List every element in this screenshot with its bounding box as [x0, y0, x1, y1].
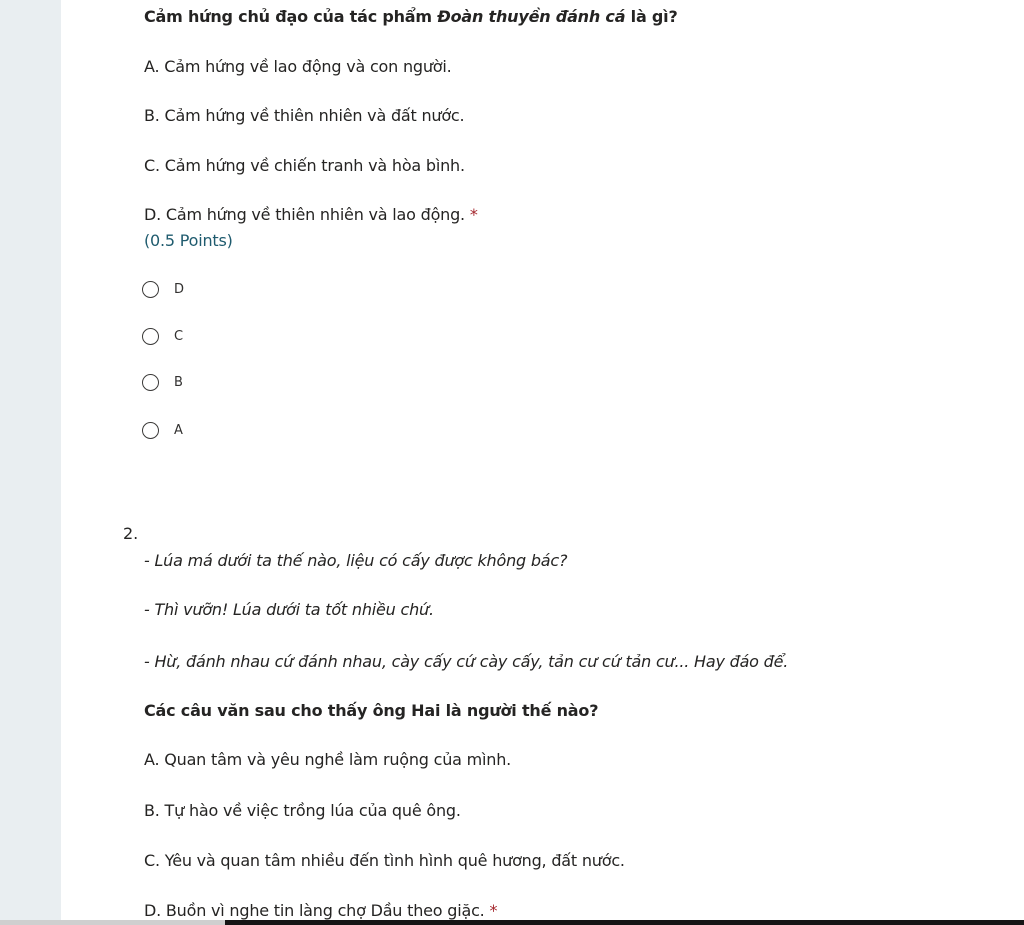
- question-2-choice-d-text: D. Buồn vì nghe tin làng chợ Dầu theo giặc.: [144, 901, 485, 920]
- question-2-choice-c: C. Yêu và quan tâm nhiều đến tình hình quê hương, đất nước.: [144, 851, 625, 870]
- question-1-choice-d-text: D. Cảm hứng về thiên nhiên và lao động.: [144, 205, 465, 224]
- bottom-scroll-bar[interactable]: [0, 920, 1024, 925]
- left-side-panel: [0, 0, 61, 925]
- question-2-choice-a: A. Quan tâm và yêu nghề làm ruộng của mình.: [144, 750, 512, 769]
- question-2-quote-2: - Thì vưỡn! Lúa dưới ta tốt nhiều chứ.: [144, 600, 434, 619]
- question-1-choice-b: B. Cảm hứng về thiên nhiên và đất nước.: [144, 106, 465, 125]
- required-asterisk: *: [489, 901, 498, 920]
- radio-circle[interactable]: [142, 281, 159, 298]
- question-1-points: (0.5 Points): [144, 231, 233, 250]
- radio-option-label: C: [174, 328, 184, 344]
- radio-circle[interactable]: [142, 422, 159, 439]
- question-1-title-suffix: là gì?: [625, 7, 678, 26]
- question-1-choice-a: A. Cảm hứng về lao động và con người.: [144, 57, 452, 76]
- question-2-number: 2.: [123, 524, 139, 543]
- radio-option-d[interactable]: [142, 278, 184, 300]
- radio-option-label: A: [174, 422, 183, 438]
- required-asterisk: *: [469, 205, 478, 224]
- radio-option-label: B: [174, 374, 183, 390]
- question-1-title: [144, 6, 678, 28]
- question-2-title: Các câu văn sau cho thấy ông Hai là người thế nào?: [144, 701, 599, 720]
- question-2-quote-1: - Lúa má dưới ta thế nào, liệu có cấy được không bác?: [144, 551, 568, 570]
- radio-circle[interactable]: [142, 328, 159, 345]
- radio-option-a[interactable]: [142, 419, 183, 441]
- question-1-title-prefix: Cảm hứng chủ đạo của tác phẩm: [144, 7, 438, 26]
- question-2-choice-d: [144, 900, 497, 922]
- radio-option-c[interactable]: [142, 325, 183, 347]
- question-1-title-work: Đoàn thuyền đánh cá: [437, 7, 626, 26]
- radio-option-label: D: [174, 281, 185, 297]
- radio-option-b[interactable]: [142, 371, 183, 393]
- question-2-quote-3: - Hừ, đánh nhau cứ đánh nhau, cày cấy cứ cày cấy, tản cư cứ tản cư... Hay đáo để.: [144, 652, 789, 671]
- question-1-choice-d: [144, 204, 478, 226]
- question-2-choice-b: B. Tự hào về việc trồng lúa của quê ông.: [144, 801, 461, 820]
- form-content-area: [61, 0, 1024, 925]
- radio-circle[interactable]: [142, 374, 159, 391]
- question-1-choice-c: C. Cảm hứng về chiến tranh và hòa bình.: [144, 156, 465, 175]
